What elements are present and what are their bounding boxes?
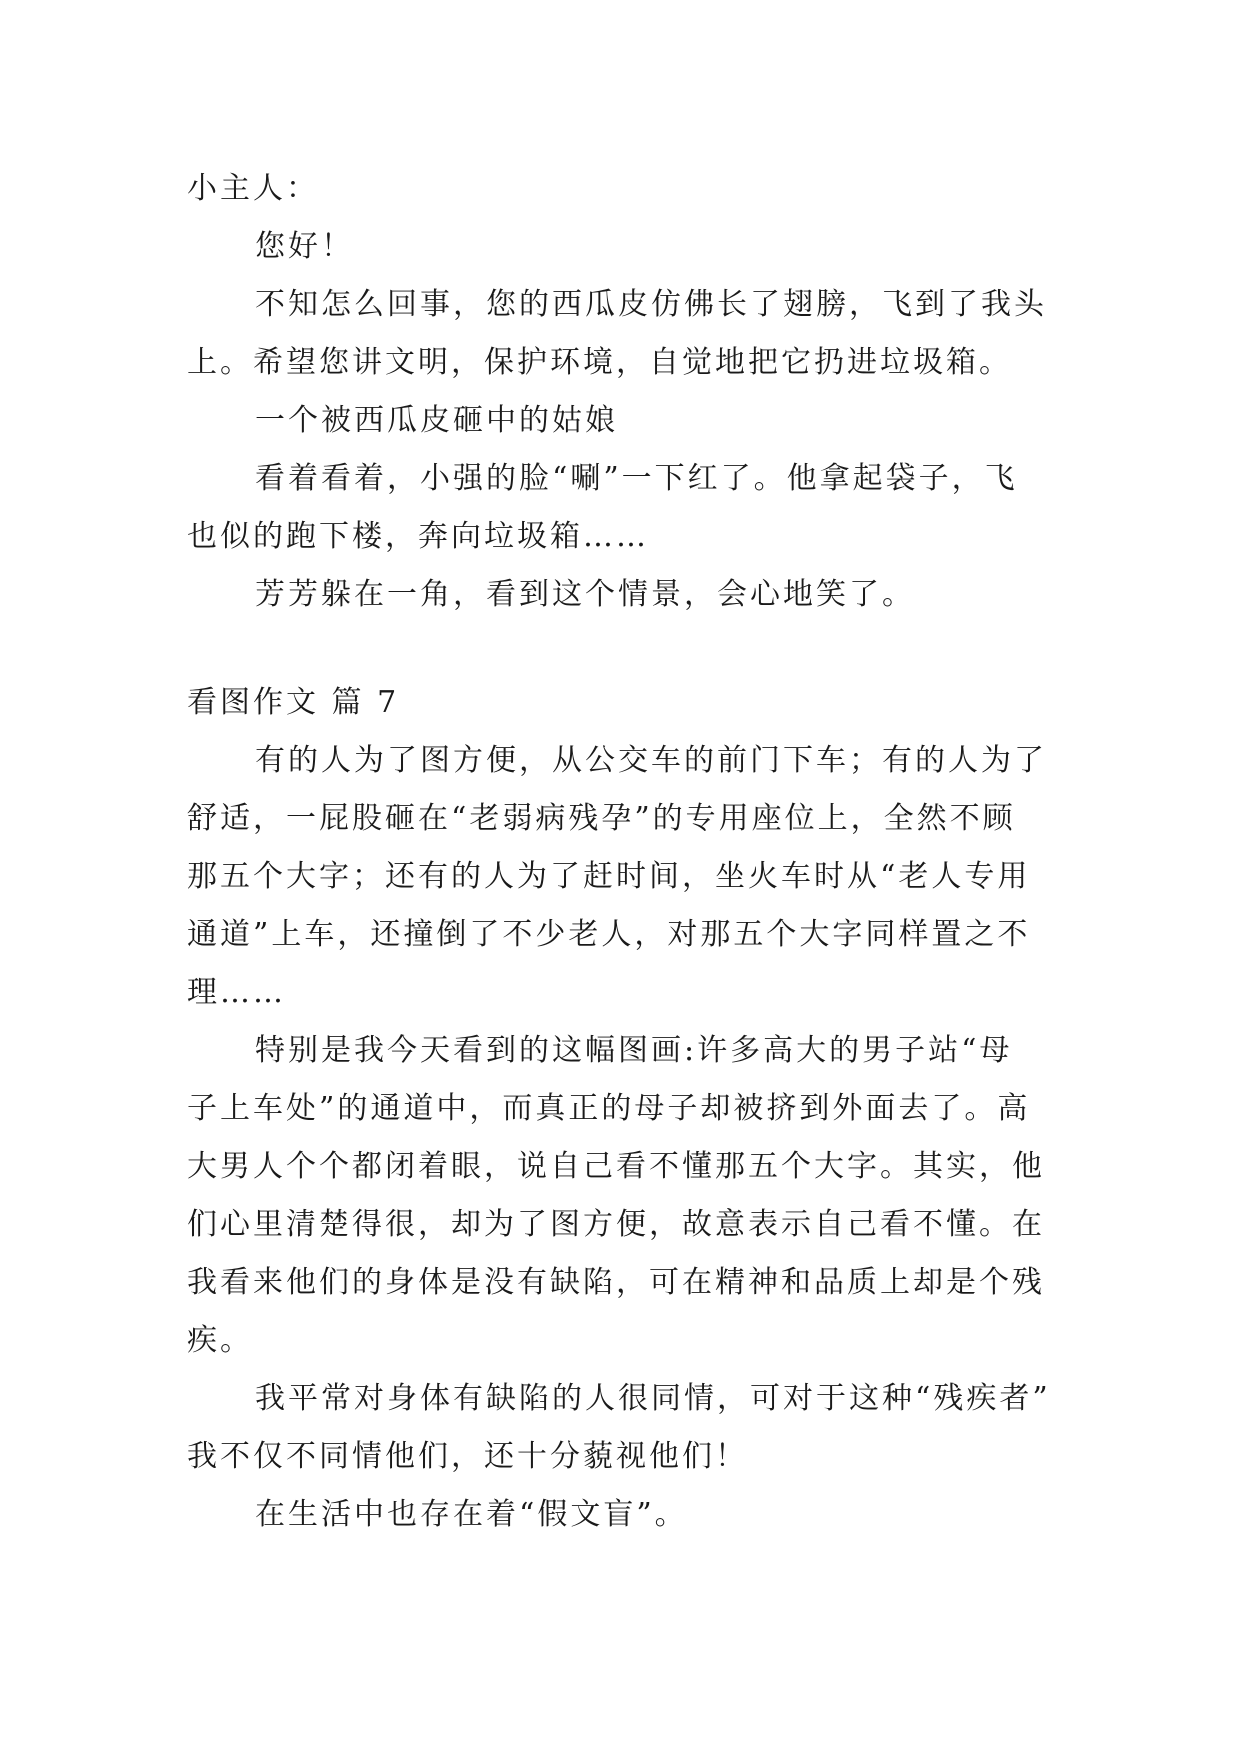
- section-title: 看图作文 篇 7: [187, 685, 400, 720]
- letter-signature: 一个被西瓜皮砸中的姑娘: [255, 403, 618, 438]
- salutation: 小主人：: [187, 171, 319, 206]
- paragraph-line: 芳芳躲在一角，看到这个情景，会心地笑了。: [255, 577, 915, 612]
- paragraph-line: 那五个大字；还有的人为了赶时间，坐火车时从“老人专用: [187, 859, 1031, 894]
- letter-line: 不知怎么回事，您的西瓜皮仿佛长了翅膀，飞到了我头: [255, 287, 1047, 322]
- section-gap: [187, 624, 1057, 674]
- greeting: 您好！: [255, 229, 354, 264]
- paragraph-line: 看着看着，小强的脸“唰”一下红了。他拿起袋子，飞: [255, 461, 1018, 496]
- paragraph-line: 舒适，一屁股砸在“老弱病残孕”的专用座位上，全然不顾: [187, 801, 1016, 836]
- paragraph-line: 我平常对身体有缺陷的人很同情，可对于这种“残疾者”: [255, 1381, 1051, 1416]
- document-body: [187, 160, 1057, 1544]
- paragraph-line: 们心里清楚得很，却为了图方便，故意表示自己看不懂。在: [187, 1207, 1045, 1242]
- paragraph-line: 我不仅不同情他们，还十分藐视他们！: [187, 1439, 748, 1474]
- paragraph-line: 有的人为了图方便，从公交车的前门下车；有的人为了: [255, 743, 1047, 778]
- paragraph-line: 通道”上车，还撞倒了不少老人，对那五个大字同样置之不: [187, 917, 1031, 952]
- paragraph-line: 在生活中也存在着“假文盲”。: [255, 1497, 688, 1532]
- paragraph-line: 我看来他们的身体是没有缺陷，可在精神和品质上却是个残: [187, 1265, 1045, 1300]
- paragraph-line: 理……: [187, 975, 286, 1010]
- paragraph-line: 特别是我今天看到的这幅图画:许多高大的男子站“母: [255, 1033, 1013, 1068]
- letter-line: 上。希望您讲文明，保护环境，自觉地把它扔进垃圾箱。: [187, 345, 1012, 380]
- paragraph-line: 子上车处”的通道中，而真正的母子却被挤到外面去了。高: [187, 1091, 1031, 1126]
- paragraph-line: 大男人个个都闭着眼，说自己看不懂那五个大字。其实，他: [187, 1149, 1045, 1184]
- paragraph-line: 也似的跑下楼，奔向垃圾箱……: [187, 519, 649, 554]
- paragraph-line: 疾。: [187, 1323, 253, 1358]
